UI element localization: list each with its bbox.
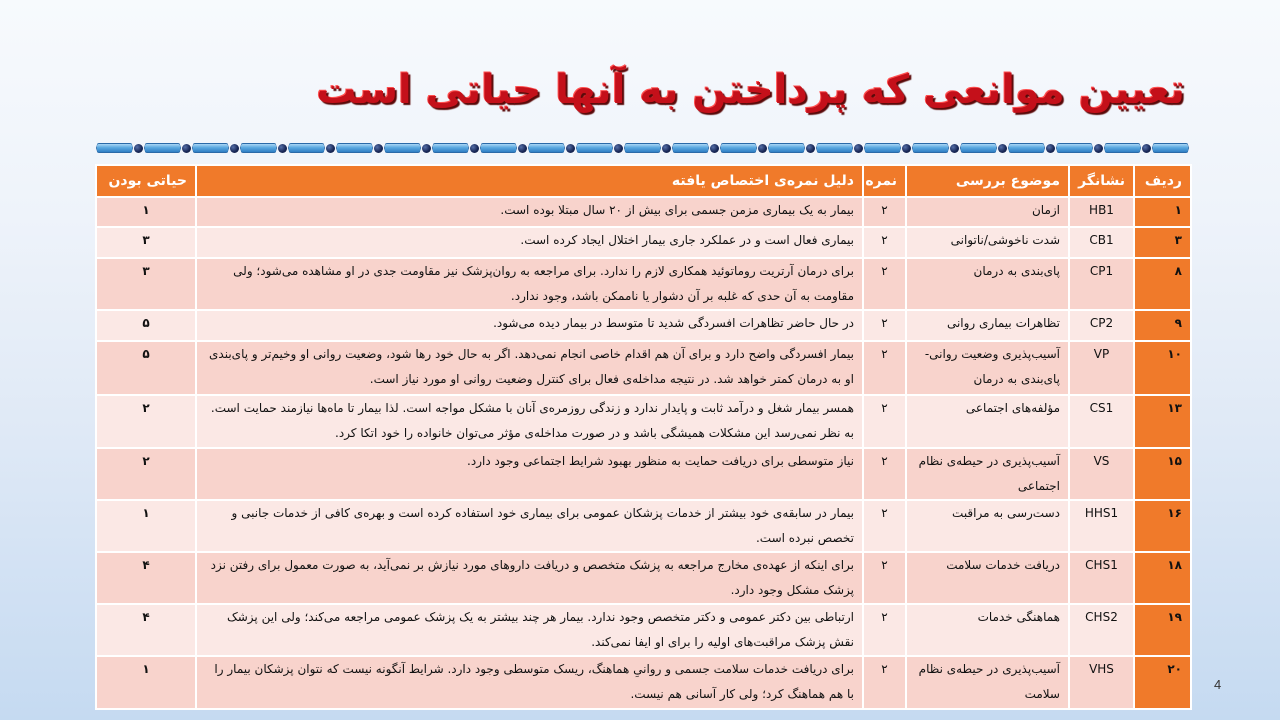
reason-cell: برای درمان آرتریت روماتوئید همکاری لازم را ندارد. برای مراجعه به روان‌پزشک نیز مقاومت جدی در او مشاهده می‌شود؛ ولی مقاومت به آن حدی که غلبه بر آن دشوار یا ناممکن باشد، وجود ندارد. <box>196 258 863 310</box>
divider-bead-dot <box>950 144 959 153</box>
reason-cell: بیمار به یک بیماری مزمن جسمی برای بیش از ۲۰ سال مبتلا بوده است. <box>196 197 863 227</box>
divider-bead-dot <box>806 144 815 153</box>
indicator-cell: CB1 <box>1069 227 1134 258</box>
divider-bar-segment <box>816 143 853 153</box>
divider-bead-dot <box>566 144 575 153</box>
row-number-cell: ۲۰ <box>1134 656 1191 709</box>
table-row <box>96 341 1191 395</box>
vitality-cell: ۲ <box>96 448 196 500</box>
vitality-cell: ۳ <box>96 227 196 258</box>
header-topic: موضوع بررسی <box>906 165 1069 197</box>
divider-bead-dot <box>998 144 1007 153</box>
vitality-cell: ۵ <box>96 310 196 341</box>
divider-bar-segment <box>144 143 181 153</box>
vitality-cell: ۱ <box>96 197 196 227</box>
divider-bar-segment <box>288 143 325 153</box>
table-row <box>96 197 1191 227</box>
reason-cell: در حال حاضر تظاهرات افسردگی شدید تا متوسط در بیمار دیده می‌شود. <box>196 310 863 341</box>
divider-bar-segment <box>912 143 949 153</box>
table-row <box>96 656 1191 709</box>
score-cell: ۲ <box>863 395 906 448</box>
divider-bar-segment <box>768 143 805 153</box>
indicator-cell: CS1 <box>1069 395 1134 448</box>
score-cell: ۲ <box>863 552 906 604</box>
row-number-cell: ۱۳ <box>1134 395 1191 448</box>
reason-cell: برای اینکه از عهده‌ی مخارج مراجعه به پزشک متخصص و دریافت داروهای مورد نیازش بر نمی‌آید، به صورت معمول برای رفتن نزد پزشک مشکل وجود دارد. <box>196 552 863 604</box>
indicator-cell: CP1 <box>1069 258 1134 310</box>
vitality-cell: ۲ <box>96 395 196 448</box>
divider-bar-segment <box>1008 143 1045 153</box>
row-number-cell: ۱۹ <box>1134 604 1191 656</box>
divider-bead-dot <box>374 144 383 153</box>
divider-bead-dot <box>1142 144 1151 153</box>
row-number-cell: ۱۰ <box>1134 341 1191 395</box>
topic-cell: هماهنگی خدمات <box>906 604 1069 656</box>
topic-cell: دریافت خدمات سلامت <box>906 552 1069 604</box>
divider-bar-segment <box>480 143 517 153</box>
topic-cell: پای‌بندی به درمان <box>906 258 1069 310</box>
indicator-cell: HHS1 <box>1069 500 1134 552</box>
indicator-cell: CHS2 <box>1069 604 1134 656</box>
divider-bead-dot <box>278 144 287 153</box>
indicator-cell: HB1 <box>1069 197 1134 227</box>
divider-bar-segment <box>960 143 997 153</box>
divider-bead-dot <box>662 144 671 153</box>
divider-bar-segment <box>1056 143 1093 153</box>
divider-bead-dot <box>326 144 335 153</box>
vitality-cell: ۴ <box>96 552 196 604</box>
topic-cell: مؤلفه‌های اجتماعی <box>906 395 1069 448</box>
table-row <box>96 604 1191 656</box>
divider-bead-dot <box>134 144 143 153</box>
header-reason: دلیل نمره‌ی اختصاص یافته <box>196 165 863 197</box>
divider-bead-dot <box>518 144 527 153</box>
divider-bead-dot <box>230 144 239 153</box>
topic-cell: آسیب‌پذیری در حیطه‌ی نظام سلامت <box>906 656 1069 709</box>
score-cell: ۲ <box>863 500 906 552</box>
topic-cell: ازمان <box>906 197 1069 227</box>
score-cell: ۲ <box>863 448 906 500</box>
divider-bar-segment <box>96 143 133 153</box>
reason-cell: بیمار افسردگی واضح دارد و برای آن هم اقدام خاصی انجام نمی‌دهد. اگر به حال خود رها شود، وضعیت روانی او وخیم‌تر و پای‌بندی او به درمان کمتر خواهد شد. در نتیجه مداخله‌ی فعال برای کنترل وضعیت روانی او مورد نیاز است. <box>196 341 863 395</box>
reason-cell: برای دریافت خدمات سلامت جسمی و روانیِ هماهنگ، ریسک متوسطی وجود دارد. شرایط آنگونه نیست که نتوان پزشکان بیمار را با هم هماهنگ کرد؛ ولی کار آسانی هم نیست. <box>196 656 863 709</box>
score-cell: ۲ <box>863 604 906 656</box>
barriers-table <box>95 164 1192 710</box>
indicator-cell: VHS <box>1069 656 1134 709</box>
divider-bead-dot <box>422 144 431 153</box>
table-row <box>96 500 1191 552</box>
divider-bar-segment <box>624 143 661 153</box>
divider-bar-segment <box>192 143 229 153</box>
reason-cell: بیمار در سابقه‌ی خود بیشتر از خدمات پزشکان عمومی برای بیماری خود استفاده کرده است و بهره‌ی کافی از خدمات جانبی و تخصص نبرده است. <box>196 500 863 552</box>
row-number-cell: ۳ <box>1134 227 1191 258</box>
divider-bar-segment <box>432 143 469 153</box>
indicator-cell: CHS1 <box>1069 552 1134 604</box>
reason-cell: بیماری فعال است و در عملکرد جاری بیمار اختلال ایجاد کرده است. <box>196 227 863 258</box>
table-row <box>96 310 1191 341</box>
divider-bead-dot <box>854 144 863 153</box>
topic-cell: شدت ناخوشی/ناتوانی <box>906 227 1069 258</box>
table-row <box>96 227 1191 258</box>
divider-bar-segment <box>1152 143 1189 153</box>
divider-bead-dot <box>1046 144 1055 153</box>
barriers-table-container <box>95 164 1190 710</box>
table-row <box>96 552 1191 604</box>
vitality-cell: ۱ <box>96 656 196 709</box>
table-row <box>96 448 1191 500</box>
divider-bar-segment <box>720 143 757 153</box>
header-score: نمره <box>863 165 906 197</box>
score-cell: ۲ <box>863 197 906 227</box>
table-row <box>96 395 1191 448</box>
reason-cell: ارتباطی بین دکتر عمومی و دکتر متخصص وجود ندارد. بیمار هر چند بیشتر به یک پزشک عمومی مراجعه می‌کند؛ ولی این پزشک نقش پزشک مراقبت‌های اولیه را برای او ایفا نمی‌کند. <box>196 604 863 656</box>
topic-cell: دست‌رسی به مراقبت <box>906 500 1069 552</box>
score-cell: ۲ <box>863 341 906 395</box>
divider-bead-dot <box>470 144 479 153</box>
vitality-cell: ۵ <box>96 341 196 395</box>
indicator-cell: CP2 <box>1069 310 1134 341</box>
row-number-cell: ۸ <box>1134 258 1191 310</box>
indicator-cell: VP <box>1069 341 1134 395</box>
divider-bar-segment <box>576 143 613 153</box>
score-cell: ۲ <box>863 310 906 341</box>
topic-cell: آسیب‌پذیری در حیطه‌ی نظام اجتماعی <box>906 448 1069 500</box>
reason-cell: همسر بیمار شغل و درآمد ثابت و پایدار ندارد و زندگی روزمره‌ی آنان با مشکل مواجه است. لذا بیمار تا ماه‌ها نیازمند حمایت است. به نظر نمی‌رسد این مشکلات همیشگی باشد و در صورت مداخله‌ی مؤثر می‌توان خانواده را خود اتکا کرد. <box>196 395 863 448</box>
table-row <box>96 258 1191 310</box>
vitality-cell: ۳ <box>96 258 196 310</box>
score-cell: ۲ <box>863 258 906 310</box>
divider-bead-dot <box>710 144 719 153</box>
divider-bar-segment <box>672 143 709 153</box>
divider-bar-segment <box>240 143 277 153</box>
divider-bead-dot <box>614 144 623 153</box>
topic-cell: آسیب‌پذیری وضعیت روانی-پای‌بندی به درمان <box>906 341 1069 395</box>
page-number: 4 <box>1214 677 1222 692</box>
divider-bar-segment <box>528 143 565 153</box>
header-indicator: نشانگر <box>1069 165 1134 197</box>
divider-bar-segment <box>336 143 373 153</box>
divider-bar-segment <box>384 143 421 153</box>
indicator-cell: VS <box>1069 448 1134 500</box>
row-number-cell: ۱۸ <box>1134 552 1191 604</box>
header-row-number: ردیف <box>1134 165 1191 197</box>
row-number-cell: ۱۵ <box>1134 448 1191 500</box>
header-vitality: حیاتی بودن <box>96 165 196 197</box>
divider-bead-dot <box>902 144 911 153</box>
slide-title: تعیین موانعی که پرداختن به آنها حیاتی است <box>316 67 1185 113</box>
vitality-cell: ۴ <box>96 604 196 656</box>
divider-bead-dot <box>1094 144 1103 153</box>
reason-cell: نیاز متوسطی برای دریافت حمایت به منظور بهبود شرایط اجتماعی وجود دارد. <box>196 448 863 500</box>
table-header-row <box>96 165 1191 197</box>
vitality-cell: ۱ <box>96 500 196 552</box>
score-cell: ۲ <box>863 656 906 709</box>
divider-bead-dot <box>758 144 767 153</box>
score-cell: ۲ <box>863 227 906 258</box>
row-number-cell: ۱ <box>1134 197 1191 227</box>
decorative-divider <box>95 141 1190 155</box>
divider-bead-dot <box>182 144 191 153</box>
row-number-cell: ۱۶ <box>1134 500 1191 552</box>
topic-cell: تظاهرات بیماری روانی <box>906 310 1069 341</box>
row-number-cell: ۹ <box>1134 310 1191 341</box>
divider-bar-segment <box>1104 143 1141 153</box>
divider-bar-segment <box>864 143 901 153</box>
